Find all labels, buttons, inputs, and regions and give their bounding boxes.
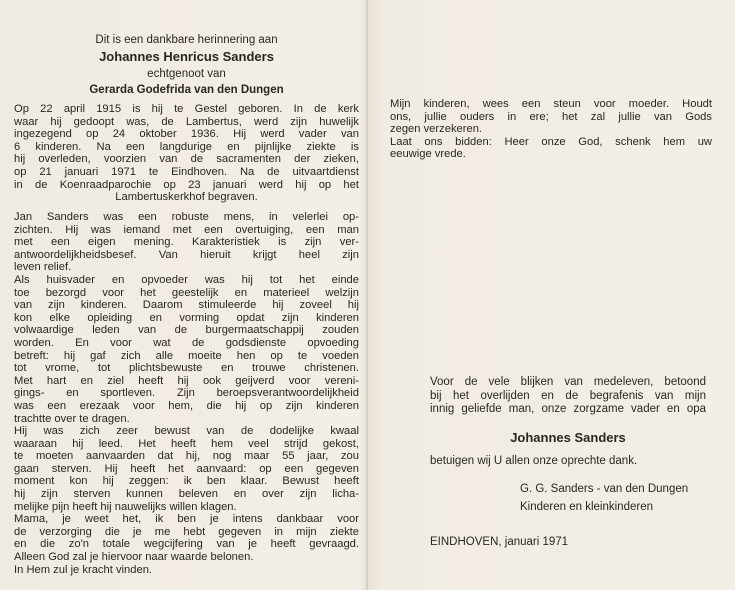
tribute-line: Als huisvader en opvoeder was hij tot het einde xyxy=(14,273,359,286)
tribute-line: hij zijn sterven kunnen beleven en over zijn licha- xyxy=(14,488,359,501)
bio-line: ingezegend op 24 oktober 1936. Hij werd vader van xyxy=(14,128,359,141)
message-line: ons, jullie ouders in ere; het zal jullie van Gods xyxy=(390,110,712,123)
signatory-line: Kinderen en kleinkinderen xyxy=(520,501,653,513)
spouse-name: Gerarda Godefrida van den Dungen xyxy=(89,84,284,96)
spouse-label: echtgenoot van xyxy=(147,68,226,80)
tribute xyxy=(14,211,359,576)
tribute-line: kon elke opleiding en vorming opdat zijn kinderen xyxy=(14,311,359,324)
bio-line: op 21 januari 1971 te Eindhoven. Na de uitvaartdienst xyxy=(14,165,359,178)
thanks-text xyxy=(430,376,706,417)
tribute-line: trachtte over te dragen. xyxy=(14,412,130,425)
thanks-line: Voor de vele blijken van medeleven, betoond xyxy=(430,376,706,388)
tribute-line: met een eigen mening. Karakteristiek is zijn ver- xyxy=(14,236,359,249)
message-line: Laat ons bidden: Heer onze God, schenk hem uw xyxy=(390,135,712,148)
tribute-line: Mama, je weet het, ik ben je intens dankbaar voor xyxy=(14,513,359,526)
thanks-closing: betuigen wij U allen onze oprechte dank. xyxy=(430,455,638,467)
bio-line: Op 22 april 1915 is hij te Gestel geboren. In de kerk xyxy=(14,103,359,115)
message-line: eeuwige vrede. xyxy=(390,148,466,161)
deceased-name: Johannes Henricus Sanders xyxy=(99,49,274,64)
tribute-line: toe bezorgd voor het geestelijk en materieel welzijn xyxy=(14,286,359,299)
tribute-line: zichten. Hij was iemand met een overtuiging, een man xyxy=(14,223,359,236)
tribute-line: antwoordelijkheidsbesef. Van hieruit krijgt heel zijn xyxy=(14,248,359,261)
thanks-line: bij het overlijden en de begrafenis van mijn xyxy=(430,389,706,402)
tribute-line: melijke pijn heeft hij nauwelijks willen klagen. xyxy=(14,500,237,513)
tribute-line: betreft: hij gaf zich alle moeite hen op te voeden xyxy=(14,349,359,362)
place-date: EINDHOVEN, januari 1971 xyxy=(430,536,569,548)
tribute-line: gaan sterven. Hij heeft het aanvaard: op een gegeven xyxy=(14,462,359,475)
tribute-line: Jan Sanders was een robuste mens, in velerlei op- xyxy=(14,211,359,223)
tribute-line: te moeten aanvaarden dat hij, nog maar 55 jaar, zou xyxy=(14,450,359,463)
children-message xyxy=(390,98,712,161)
tribute-line: de verzorging die je me hebt gegeven in mijn ziekte xyxy=(14,525,359,538)
signatories xyxy=(520,480,688,516)
thanks-line: innig geliefde man, onze zorgzame vader en opa xyxy=(430,403,706,415)
center-fold xyxy=(366,0,368,590)
tribute-line: was een erezaak voor hem, die hij op zijn kinderen xyxy=(14,399,359,412)
intro-text: Dit is een dankbare herinnering aan xyxy=(95,34,278,46)
tribute-line: leven relief. xyxy=(14,261,72,274)
bio-line: in de Koenraadparochie op 23 januari werd hij op het xyxy=(14,178,359,191)
thanks-name: Johannes Sanders xyxy=(510,430,626,445)
tribute-line: worden. En voor wat de godsdienste opvoeding xyxy=(14,336,359,349)
bio-line: 6 kinderen. Na een langdurige en pijnlijke ziekte is xyxy=(14,140,359,153)
tribute-line: In Hem zul je kracht vinden. xyxy=(14,563,153,576)
tribute-line: Met hart en ziel heeft hij ook geijverd voor vereni- xyxy=(14,374,359,387)
biography xyxy=(14,103,359,204)
message-line: Mijn kinderen, wees een steun voor moeder. Houdt xyxy=(390,98,712,110)
tribute-line: van zijn kinderen. Daarom stimuleerde hij zoveel hij xyxy=(14,299,359,312)
tribute-line: tot vrome, tot plichtsbewuste en trouwe christenen. xyxy=(14,362,359,375)
message-line: zegen verzekeren. xyxy=(390,123,483,136)
bio-line: waar hij gedoopt was, de Lambertus, werd zijn huwelijk xyxy=(14,115,359,128)
tribute-line: waaraan hij leed. Het heeft hem veel strijd gekost, xyxy=(14,437,359,450)
signatory-line: G. G. Sanders - van den Dungen xyxy=(520,483,689,495)
tribute-line: moment kon hij zeggen: ik ben klaar. Bewust heeft xyxy=(14,475,359,488)
tribute-line: en die zo'n totale wegcijfering van je heeft gevraagd. xyxy=(14,538,359,551)
tribute-line: Hij was zich zeer bewust van de dodelijke kwaal xyxy=(14,425,359,438)
tribute-line: gings- en sportleven. Zijn beroepsverantwoordelijkheid xyxy=(14,387,359,400)
tribute-line: Alleen God zal je hiervoor naar waarde belonen. xyxy=(14,551,254,564)
tribute-line: volwaardige leden van de burgermaatschappij zouden xyxy=(14,324,359,337)
bio-line: hij overleden, voorzien van de sacramenten der zieken, xyxy=(14,153,359,166)
bio-line: Lambertuskerkhof begraven. xyxy=(115,191,258,204)
